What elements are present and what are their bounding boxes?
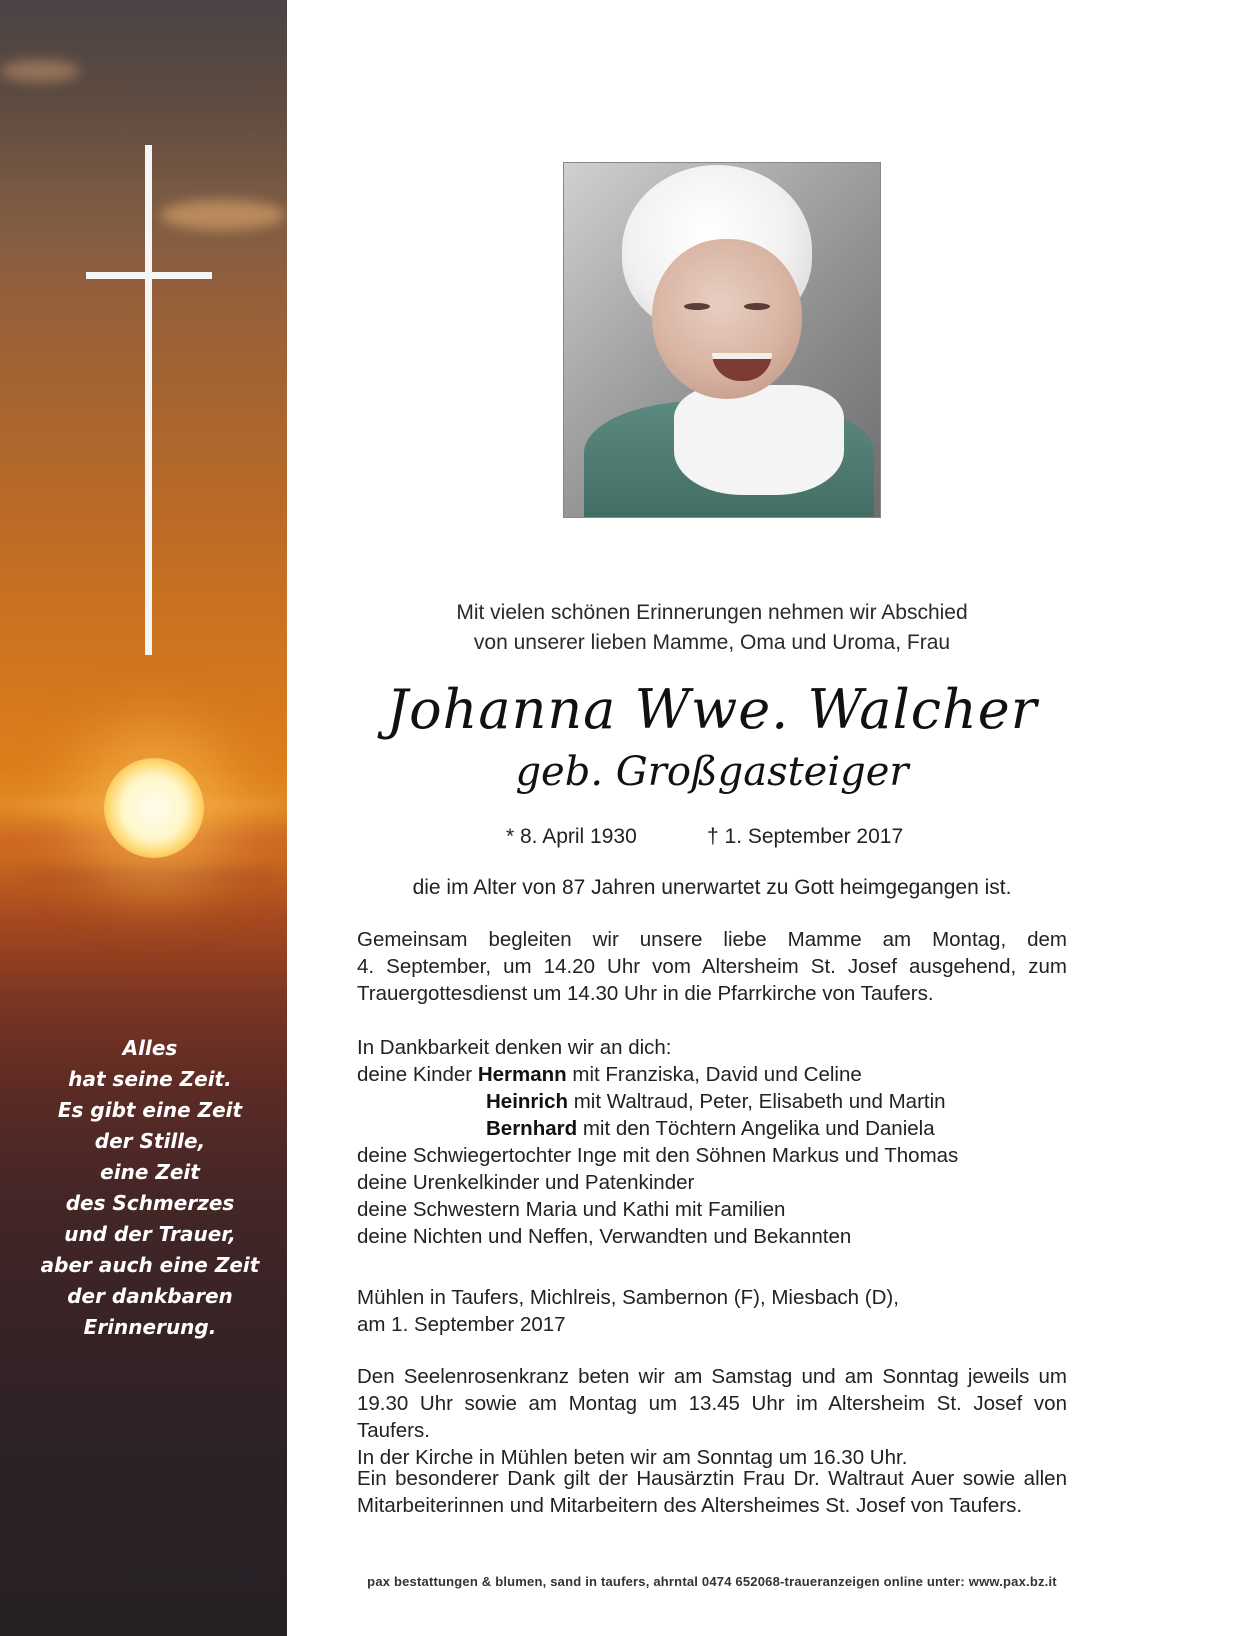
- family-line: deine Nichten und Neffen, Verwandten und Bekannten: [357, 1225, 852, 1248]
- cross-icon-bar: [86, 272, 212, 279]
- portrait-eye: [744, 303, 770, 310]
- rosary-paragraph: [357, 1363, 1067, 1471]
- child-family: mit Waltraud, Peter, Elisabeth und Martin: [573, 1090, 946, 1113]
- funeral-paragraph: [357, 926, 1067, 1007]
- child-family: mit Franziska, David und Celine: [572, 1063, 862, 1086]
- intro-line: Mit vielen schönen Erinnerungen nehmen wir Abschied: [456, 601, 968, 624]
- poem-line: Alles: [122, 1036, 178, 1060]
- family-child-row: [357, 1115, 1067, 1142]
- poem-line: aber auch eine Zeit: [40, 1253, 260, 1277]
- family-child-row: [357, 1061, 1067, 1088]
- poem-line: der dankbaren: [67, 1284, 233, 1308]
- cross-icon: [145, 145, 152, 655]
- poem-line: des Schmerzes: [65, 1191, 235, 1215]
- cloud-decoration: [20, 868, 280, 884]
- footer-contact: pax bestattungen & blumen, sand in taufers, ahrntal 0474 652068-traueranzeigen online unter: www.pax.bz.it: [367, 1574, 1057, 1589]
- thanks-line: Ein besonderer Dank gilt der Hausärztin Frau Dr. Waltraut Auer sowie allen: [357, 1467, 1067, 1490]
- poem-line: und der Trauer,: [64, 1222, 236, 1246]
- family-heading: In Dankbarkeit denken wir an dich:: [357, 1036, 672, 1059]
- place-date: [357, 1284, 1067, 1338]
- life-dates: [357, 823, 1067, 851]
- poem-line: Erinnerung.: [83, 1315, 217, 1339]
- poem-line: der Stille,: [94, 1129, 206, 1153]
- portrait-photo: [563, 162, 881, 518]
- rosary-line: 19.30 Uhr sowie am Montag um 13.45 Uhr im Altersheim St. Josef von Taufers.: [357, 1392, 1067, 1442]
- maiden-name: geb. Großgasteiger: [515, 749, 909, 795]
- rosary-line: Den Seelenrosenkranz beten wir am Samstag und am Sonntag jeweils um: [357, 1365, 1067, 1388]
- portrait-eye: [684, 303, 710, 310]
- family-list: [357, 1034, 1067, 1250]
- age-line: die im Alter von 87 Jahren unerwartet zu Gott heimgegangen ist.: [412, 876, 1012, 899]
- poem: [20, 1033, 280, 1343]
- child-family: mit den Töchtern Angelika und Daniela: [582, 1117, 935, 1140]
- family-child-row: [357, 1088, 1067, 1115]
- children-prefix: deine Kinder: [357, 1063, 473, 1086]
- death-date: † 1. September 2017: [707, 825, 904, 848]
- rosary-line: In der Kirche in Mühlen beten wir am Sonntag um 16.30 Uhr.: [357, 1446, 908, 1469]
- poem-line: Es gibt eine Zeit: [57, 1098, 243, 1122]
- family-line: deine Urenkelkinder und Patenkinder: [357, 1171, 695, 1194]
- deceased-name: Johanna Wwe. Walcher: [386, 678, 1038, 741]
- birth-date: * 8. April 1930: [506, 825, 637, 848]
- child-name: Heinrich: [486, 1090, 569, 1113]
- thanks-paragraph: [357, 1465, 1067, 1519]
- funeral-line: 4. September, um 14.20 Uhr vom Altersheim St. Josef ausgehend, zum: [357, 955, 1067, 978]
- intro-line: von unserer lieben Mamme, Oma und Uroma, Frau: [473, 631, 951, 654]
- cloud-decoration: [0, 60, 80, 82]
- poem-line: hat seine Zeit.: [68, 1067, 232, 1091]
- child-name: Bernhard: [486, 1117, 578, 1140]
- intro-text: [357, 598, 1067, 658]
- portrait-collar: [674, 385, 844, 495]
- family-line: deine Schwestern Maria und Kathi mit Familien: [357, 1198, 786, 1221]
- sun-graphic: [104, 758, 204, 858]
- funeral-line: Gemeinsam begleiten wir unsere liebe Mamme am Montag, dem: [357, 928, 1067, 951]
- child-name: Hermann: [477, 1063, 567, 1086]
- funeral-line: Trauergottesdienst um 14.30 Uhr in die Pfarrkirche von Taufers.: [357, 982, 934, 1005]
- sunset-side-panel: [0, 0, 287, 1636]
- poem-line: eine Zeit: [100, 1160, 200, 1184]
- cloud-decoration: [160, 200, 285, 230]
- date-line: am 1. September 2017: [357, 1313, 566, 1336]
- place-line: Mühlen in Taufers, Michlreis, Sambernon (F), Miesbach (D),: [357, 1286, 899, 1309]
- thanks-line: Mitarbeiterinnen und Mitarbeitern des Altersheimes St. Josef von Taufers.: [357, 1494, 1023, 1517]
- family-line: deine Schwiegertochter Inge mit den Söhnen Markus und Thomas: [357, 1144, 959, 1167]
